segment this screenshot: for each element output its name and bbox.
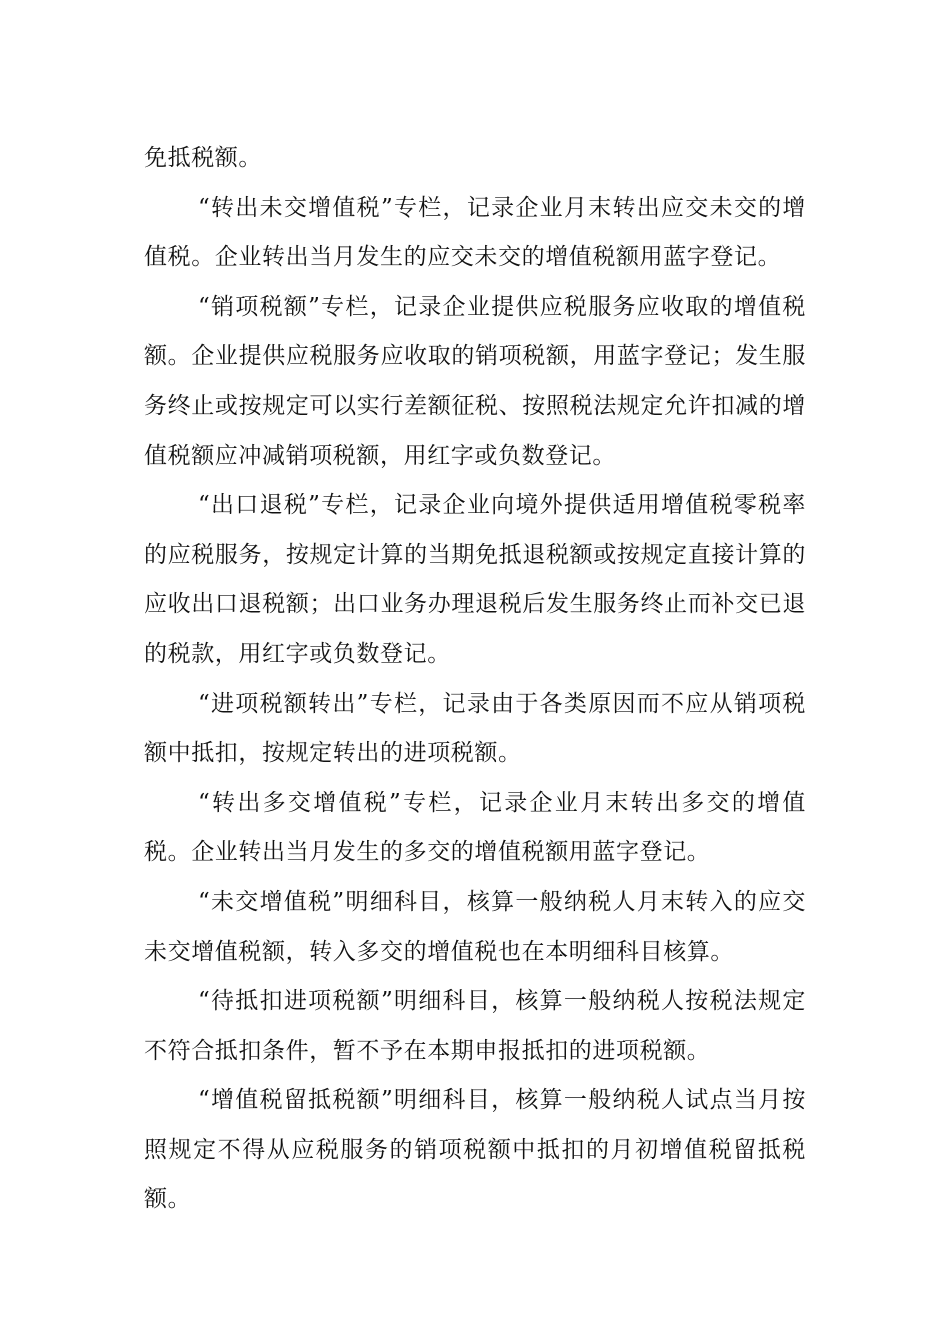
paragraph-continuation: 免抵税额。 (144, 145, 262, 171)
paragraph-input-tax-transfer-out: “进项税额转出”专栏，记录由于各类原因而不应从销项税额中抵扣，按规定转出的进项税额。 (144, 690, 806, 767)
paragraph-unpaid-vat-account: “未交增值税”明细科目，核算一般纳税人月末转入的应交未交增值税额，转入多交的增值税也在本明细科目核算。 (144, 888, 806, 965)
paragraph-export-tax-refund: “出口退税”专栏，记录企业向境外提供适用增值税零税率的应税服务，按规定计算的当期免抵退税额或按规定直接计算的应收出口退税额；出口业务办理退税后发生服务终止而补交已退的税款，用红字或负数登记。 (144, 492, 806, 667)
paragraph-output-tax: “销项税额”专栏，记录企业提供应税服务应收取的增值税额。企业提供应税服务应收取的销项税额，用蓝字登记；发生服务终止或按规定可以实行差额征税、按照税法规定允许扣减的增值税额应冲减销项税额，用红字或负数登记。 (144, 293, 806, 469)
document-body (144, 134, 806, 1225)
paragraph-pending-input-tax-account: “待抵扣进项税额”明细科目，核算一般纳税人按税法规定不符合抵扣条件，暂不予在本期申报抵扣的进项税额。 (144, 988, 806, 1064)
paragraph-transfer-out-unpaid-vat: “转出未交增值税”专栏，记录企业月末转出应交未交的增值税。企业转出当月发生的应交未交的增值税额用蓝字登记。 (144, 194, 806, 271)
paragraph-vat-retained-credit-account: “增值税留抵税额”明细科目，核算一般纳税人试点当月按照规定不得从应税服务的销项税额中抵扣的月初增值税留抵税额。 (144, 1087, 806, 1213)
paragraph-transfer-out-overpaid-vat: “转出多交增值税”专栏，记录企业月末转出多交的增值税。企业转出当月发生的多交的增值税额用蓝字登记。 (144, 789, 806, 866)
